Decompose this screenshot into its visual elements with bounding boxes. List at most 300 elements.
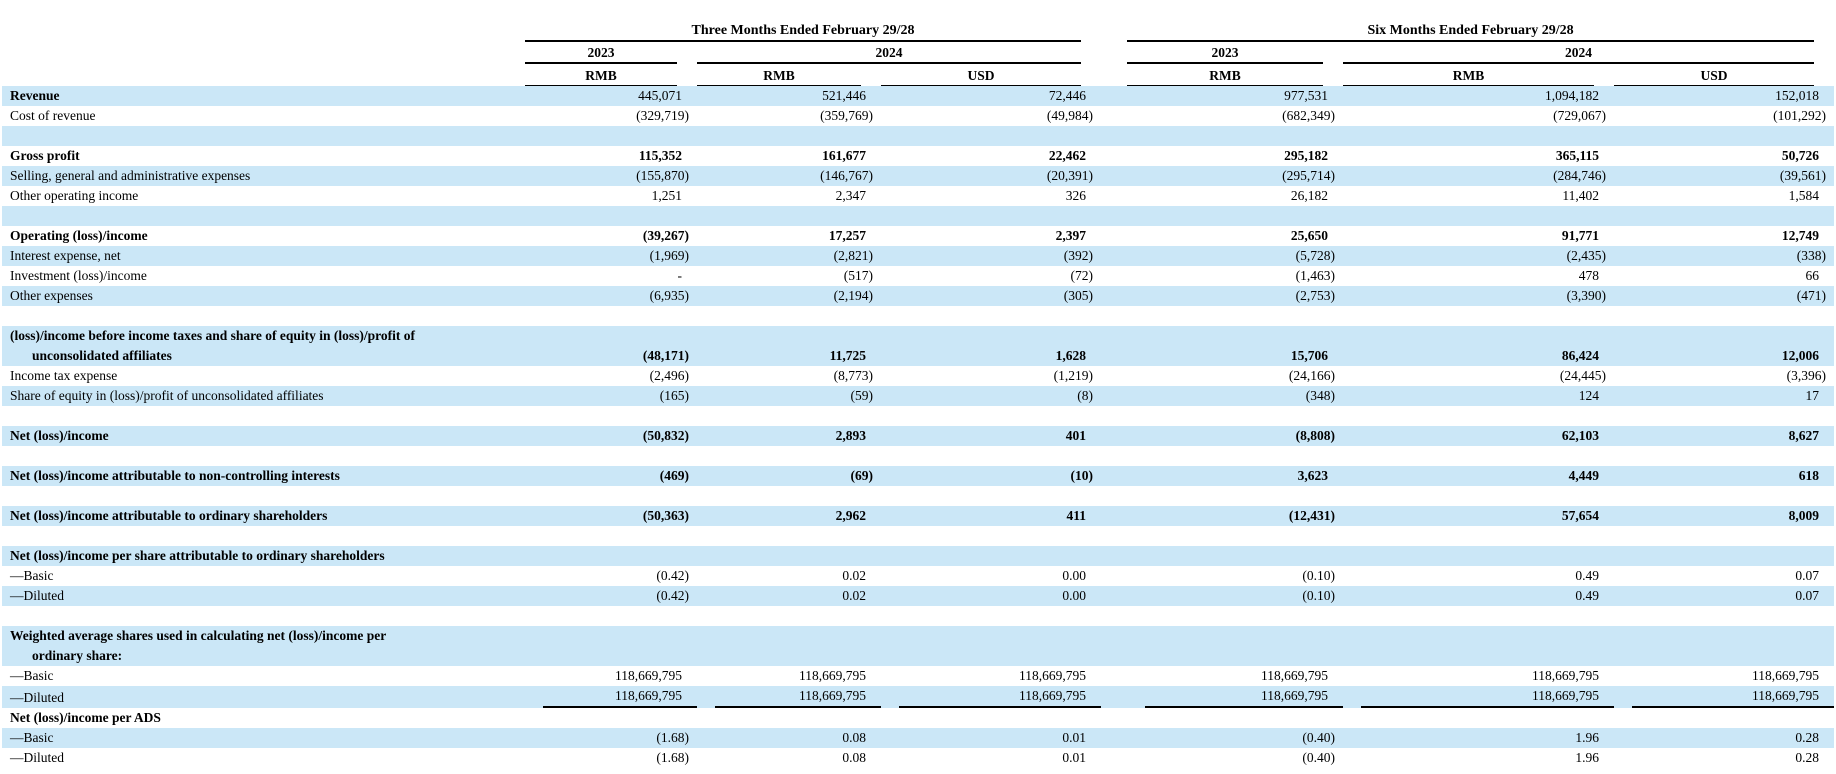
value-cell: [1614, 526, 1834, 546]
row-label: [2, 206, 525, 226]
row-label: Net (loss)/income: [10, 428, 109, 443]
value-cell: [1343, 126, 1614, 146]
value-cell: (50,363): [642, 508, 689, 523]
currency-header-cell: [1614, 64, 1834, 86]
year-header-3m-2024: 2024: [697, 45, 1081, 64]
row-label: Income tax expense: [10, 368, 118, 383]
value-cell: 8,627: [1788, 428, 1820, 443]
value-cell: [1343, 626, 1614, 666]
value-cell: (682,349): [1282, 108, 1336, 123]
value-cell: (3,390): [1566, 288, 1607, 303]
row-label: Cost of revenue: [10, 108, 96, 123]
value-cell: 4,449: [1568, 468, 1600, 483]
spacer-row: [2, 406, 1834, 426]
value-cell: (49,984): [1046, 108, 1094, 123]
row-label: —Diluted: [10, 690, 64, 705]
value-cell: (295,714): [1282, 168, 1336, 183]
value-cell: 2,397: [1055, 228, 1087, 243]
column-gap: [1101, 286, 1127, 306]
column-gap: [1101, 386, 1127, 406]
column-gap: [1101, 606, 1127, 626]
column-gap: [1101, 446, 1127, 466]
currency-header-cell: [881, 64, 1101, 86]
column-gap: [1101, 586, 1127, 606]
row-label: [2, 406, 525, 426]
value-cell: (39,561): [1779, 168, 1827, 183]
value-cell: 445,071: [638, 88, 682, 103]
year-header-cell: [1127, 42, 1343, 64]
table-row: [2, 266, 1834, 286]
value-cell: [525, 546, 697, 566]
column-gap: [1101, 546, 1127, 566]
row-label: —Diluted: [10, 588, 64, 603]
column-gap: [1101, 86, 1127, 106]
column-gap: [1101, 10, 1127, 42]
column-gap: [1101, 666, 1127, 686]
value-cell: [881, 606, 1101, 626]
row-label: —Diluted: [10, 750, 64, 765]
column-gap: [1101, 566, 1127, 586]
value-cell: [1127, 606, 1343, 626]
value-cell: (2,821): [833, 248, 873, 263]
table-row: [2, 146, 1834, 166]
row-label: —Basic: [10, 730, 54, 745]
spacer-row: [2, 486, 1834, 506]
row-label: Share of equity in (loss)/profit of unconsolidated affiliates: [10, 388, 324, 403]
value-cell: [881, 626, 1101, 666]
value-cell: (1.68): [656, 730, 689, 745]
value-cell: (24,166): [1288, 368, 1336, 383]
value-cell: (2,753): [1295, 288, 1336, 303]
table-row: [2, 186, 1834, 206]
value-cell: [1343, 446, 1614, 466]
spacer-row: [2, 526, 1834, 546]
value-cell: [1343, 206, 1614, 226]
value-cell: 3,623: [1297, 468, 1329, 483]
value-cell: 25,650: [1290, 228, 1329, 243]
row-label: Other expenses: [10, 288, 93, 303]
value-cell: 1.96: [1575, 730, 1600, 745]
column-gap: [1101, 166, 1127, 186]
value-cell: [1614, 486, 1834, 506]
row-label: [2, 626, 525, 666]
spacer-row: [2, 126, 1834, 146]
value-cell: 0.01: [1062, 750, 1087, 765]
column-gap: [1101, 366, 1127, 386]
row-label: Selling, general and administrative expenses: [10, 168, 251, 183]
value-cell: (155,870): [636, 168, 689, 183]
value-cell: [1127, 708, 1343, 728]
value-cell: 2,347: [835, 188, 866, 203]
value-cell: 91,771: [1561, 228, 1600, 243]
spacer-row: [2, 446, 1834, 466]
value-cell: [697, 306, 881, 326]
period-header-row: [2, 10, 1834, 42]
value-cell: 12,749: [1781, 228, 1820, 243]
value-cell: [1343, 306, 1614, 326]
spacer-row: [2, 306, 1834, 326]
table-row: [2, 466, 1834, 486]
column-gap: [1101, 42, 1127, 64]
corner-cell: [2, 64, 525, 86]
value-cell: [1343, 708, 1614, 728]
value-cell: 0.08: [842, 750, 866, 765]
value-cell: 50,726: [1781, 148, 1820, 163]
value-cell: [881, 486, 1101, 506]
year-header-6m-2023: 2023: [1127, 45, 1323, 64]
row-label: Interest expense, net: [10, 248, 121, 263]
value-cell: (8,773): [833, 368, 873, 383]
value-cell: 977,531: [1284, 88, 1329, 103]
value-cell: 478: [1578, 268, 1600, 283]
value-cell: [1343, 486, 1614, 506]
column-gap: [1101, 266, 1127, 286]
column-gap: [1101, 126, 1127, 146]
value-underlined: 118,669,795: [543, 686, 697, 708]
row-label-line2: ordinary share:: [32, 648, 123, 663]
value-cell: 118,669,795: [1532, 668, 1600, 683]
value-cell: 0.28: [1795, 730, 1820, 745]
value-cell: [697, 486, 881, 506]
value-cell: [1127, 406, 1343, 426]
row-label: [2, 126, 525, 146]
value-cell: 8,009: [1788, 508, 1820, 523]
currency-header-cell: [525, 64, 697, 86]
value-cell: 411: [1066, 508, 1087, 523]
value-cell: (69): [850, 468, 873, 483]
table-row: [2, 246, 1834, 266]
value-cell: (469): [659, 468, 689, 483]
table-row: [2, 166, 1834, 186]
value-cell: 1,094,182: [1545, 88, 1600, 103]
value-cell: (2,496): [649, 368, 689, 383]
value-cell: [1614, 446, 1834, 466]
value-cell: 66: [1805, 268, 1820, 283]
year-header-cell: [1343, 42, 1834, 64]
value-cell: -: [677, 268, 682, 283]
period-group-cell: [525, 10, 1101, 42]
value-cell: 12,006: [1781, 348, 1820, 363]
value-cell: 118,669,795: [799, 668, 866, 683]
value-cell: (338): [1796, 248, 1827, 263]
value-cell: 115,352: [638, 148, 682, 163]
value-cell: (517): [843, 268, 873, 283]
value-cell: [1614, 206, 1834, 226]
table-row: [2, 386, 1834, 406]
row-label: Revenue: [10, 88, 60, 103]
value-cell: 618: [1798, 468, 1820, 483]
column-gap: [1101, 106, 1127, 126]
column-gap: [1101, 486, 1127, 506]
value-cell: [697, 686, 881, 708]
value-cell: [525, 626, 697, 666]
value-cell: [1127, 486, 1343, 506]
value-cell: [697, 406, 881, 426]
currency-label: RMB: [1127, 68, 1323, 86]
value-cell: 152,018: [1775, 88, 1820, 103]
table-row: [2, 226, 1834, 246]
value-cell: [525, 486, 697, 506]
value-cell: [1614, 606, 1834, 626]
corner-cell: [2, 10, 525, 42]
table-row: [2, 626, 1834, 666]
column-gap: [1101, 206, 1127, 226]
value-cell: (59): [850, 388, 873, 403]
row-label: [2, 526, 525, 546]
value-cell: 1,628: [1055, 348, 1087, 363]
table-row: [2, 286, 1834, 306]
value-cell: 124: [1578, 388, 1600, 403]
value-cell: (0.40): [1302, 730, 1336, 745]
value-cell: [525, 446, 697, 466]
value-cell: 118,669,795: [1019, 668, 1087, 683]
row-label: Net (loss)/income attributable to non-controlling interests: [10, 468, 340, 483]
value-cell: [525, 708, 697, 728]
value-cell: [525, 306, 697, 326]
column-gap: [1101, 626, 1127, 666]
value-cell: [525, 606, 697, 626]
row-label: —Basic: [10, 568, 54, 583]
value-cell: 118,669,795: [1752, 668, 1820, 683]
year-header-6m-2024: 2024: [1343, 45, 1814, 64]
value-cell: (329,719): [636, 108, 689, 123]
value-cell: (0.10): [1302, 588, 1336, 603]
value-cell: [697, 606, 881, 626]
value-cell: (2,194): [833, 288, 873, 303]
value-cell: [697, 206, 881, 226]
value-cell: (10): [1070, 468, 1094, 483]
table-row: [2, 506, 1834, 526]
value-cell: 365,115: [1555, 148, 1600, 163]
value-cell: 17: [1805, 388, 1820, 403]
value-cell: (0.10): [1302, 568, 1336, 583]
value-cell: 295,182: [1284, 148, 1329, 163]
table-row: [2, 566, 1834, 586]
value-cell: 401: [1065, 428, 1087, 443]
value-cell: [697, 546, 881, 566]
currency-label: USD: [1614, 68, 1814, 86]
row-label: [2, 306, 525, 326]
value-cell: (1,463): [1295, 268, 1336, 283]
column-gap: [1101, 326, 1127, 366]
value-cell: [1127, 206, 1343, 226]
row-label-line1: Weighted average shares used in calculating net (loss)/income per: [10, 628, 387, 643]
value-cell: [697, 626, 881, 666]
year-header-cell: [525, 42, 697, 64]
currency-label: RMB: [525, 68, 677, 86]
value-cell: [1343, 526, 1614, 546]
value-cell: 2,962: [835, 508, 866, 523]
table-row: [2, 106, 1834, 126]
table-row: [2, 586, 1834, 606]
value-cell: 0.00: [1062, 568, 1087, 583]
value-cell: 0.00: [1062, 588, 1087, 603]
value-cell: 1,251: [651, 188, 682, 203]
value-cell: [525, 126, 697, 146]
row-label-line1: (loss)/income before income taxes and share of equity in (loss)/profit of: [10, 328, 415, 343]
column-gap: [1101, 306, 1127, 326]
value-cell: (3,396): [1786, 368, 1827, 383]
value-cell: (50,832): [642, 428, 689, 443]
value-cell: (729,067): [1553, 108, 1607, 123]
value-cell: [525, 686, 697, 708]
period-header-six-months: Six Months Ended February 29/28: [1127, 23, 1814, 42]
value-cell: (348): [1305, 388, 1336, 403]
value-cell: [881, 686, 1101, 708]
value-underlined: 118,669,795: [1361, 686, 1614, 708]
column-gap: [1101, 748, 1127, 768]
value-cell: [881, 526, 1101, 546]
value-cell: (20,391): [1046, 168, 1094, 183]
table-row: [2, 666, 1834, 686]
value-cell: [525, 206, 697, 226]
currency-header-cell: [1343, 64, 1614, 86]
value-cell: 521,446: [822, 88, 866, 103]
currency-label: USD: [881, 68, 1081, 86]
value-cell: [1614, 126, 1834, 146]
value-cell: [1614, 708, 1834, 728]
value-cell: [1614, 406, 1834, 426]
table-row: [2, 686, 1834, 708]
value-cell: (1.68): [656, 750, 689, 765]
value-cell: 2,893: [835, 428, 866, 443]
value-cell: [881, 546, 1101, 566]
value-cell: (471): [1796, 288, 1827, 303]
value-cell: 0.02: [842, 588, 866, 603]
value-cell: [1127, 546, 1343, 566]
year-header-cell: [697, 42, 1101, 64]
value-cell: (305): [1063, 288, 1094, 303]
column-gap: [1101, 64, 1127, 86]
row-label: [2, 326, 525, 366]
value-cell: [1614, 686, 1834, 708]
column-gap: [1101, 728, 1127, 748]
row-label: [2, 606, 525, 626]
value-cell: 0.49: [1575, 588, 1600, 603]
value-cell: 11,725: [829, 348, 866, 363]
value-cell: 15,706: [1290, 348, 1329, 363]
column-gap: [1101, 426, 1127, 446]
row-label: [2, 486, 525, 506]
row-label: Gross profit: [10, 148, 80, 163]
value-cell: [1343, 606, 1614, 626]
value-underlined: 118,669,795: [715, 686, 881, 708]
row-label: Net (loss)/income per share attributable to ordinary shareholders: [10, 548, 385, 563]
value-cell: 0.49: [1575, 568, 1600, 583]
value-cell: 118,669,795: [615, 668, 682, 683]
value-cell: 0.07: [1795, 588, 1820, 603]
value-cell: (24,445): [1559, 368, 1607, 383]
value-cell: (392): [1063, 248, 1094, 263]
currency-header-cell: [1127, 64, 1343, 86]
corner-cell: [2, 42, 525, 64]
table-row: [2, 326, 1834, 366]
currency-label: RMB: [697, 68, 861, 86]
spacer-row: [2, 206, 1834, 226]
value-cell: [1343, 406, 1614, 426]
value-cell: [881, 708, 1101, 728]
column-gap: [1101, 708, 1127, 728]
value-cell: [697, 526, 881, 546]
value-cell: 118,669,795: [1261, 668, 1329, 683]
currency-header-row: [2, 64, 1834, 86]
value-cell: [697, 446, 881, 466]
value-cell: (1,219): [1053, 368, 1094, 383]
value-cell: (165): [659, 388, 689, 403]
value-cell: (72): [1070, 268, 1094, 283]
value-cell: [1614, 546, 1834, 566]
row-label: Other operating income: [10, 188, 139, 203]
value-cell: (5,728): [1295, 248, 1336, 263]
column-gap: [1101, 406, 1127, 426]
table-row: [2, 546, 1834, 566]
row-label: Operating (loss)/income: [10, 228, 148, 243]
column-gap: [1101, 686, 1127, 708]
table-header: [2, 10, 1834, 86]
table-row: [2, 426, 1834, 446]
year-header-3m-2023: 2023: [525, 45, 677, 64]
value-cell: 0.07: [1795, 568, 1820, 583]
table-row: [2, 748, 1834, 768]
value-cell: 72,446: [1048, 88, 1087, 103]
spacer-row: [2, 606, 1834, 626]
column-gap: [1101, 226, 1127, 246]
period-group-cell: [1127, 10, 1834, 42]
value-cell: (2,435): [1566, 248, 1607, 263]
value-cell: (0.42): [656, 588, 689, 603]
value-cell: (1,969): [649, 248, 689, 263]
row-label: Net (loss)/income per ADS: [10, 710, 161, 725]
value-cell: 57,654: [1561, 508, 1600, 523]
value-cell: (284,746): [1553, 168, 1607, 183]
value-cell: (8): [1077, 388, 1094, 403]
value-cell: 0.08: [842, 730, 866, 745]
value-cell: [1614, 626, 1834, 666]
row-label: [2, 446, 525, 466]
value-cell: [881, 406, 1101, 426]
value-underlined: 118,669,795: [1145, 686, 1343, 708]
value-cell: 11,402: [1562, 188, 1600, 203]
value-cell: (0.40): [1302, 750, 1336, 765]
row-label: —Basic: [10, 668, 54, 683]
value-cell: (6,935): [649, 288, 689, 303]
value-cell: [881, 446, 1101, 466]
value-cell: (8,808): [1295, 428, 1336, 443]
value-cell: 1,584: [1788, 188, 1820, 203]
value-cell: [697, 126, 881, 146]
value-cell: (359,769): [820, 108, 873, 123]
value-cell: 0.02: [842, 568, 866, 583]
value-cell: 1.96: [1575, 750, 1600, 765]
row-label: Net (loss)/income attributable to ordinary shareholders: [10, 508, 328, 523]
row-label-line2: unconsolidated affiliates: [32, 348, 172, 363]
value-cell: 86,424: [1561, 348, 1600, 363]
value-cell: [525, 526, 697, 546]
value-cell: [1127, 626, 1343, 666]
table-row: [2, 728, 1834, 748]
currency-label: RMB: [1343, 68, 1594, 86]
value-cell: (12,431): [1288, 508, 1336, 523]
value-cell: 22,462: [1048, 148, 1087, 163]
value-cell: [1614, 306, 1834, 326]
value-cell: 326: [1065, 188, 1087, 203]
column-gap: [1101, 246, 1127, 266]
year-header-row: [2, 42, 1834, 64]
value-cell: (0.42): [656, 568, 689, 583]
value-cell: (101,292): [1773, 108, 1827, 123]
column-gap: [1101, 186, 1127, 206]
value-cell: [1343, 686, 1614, 708]
